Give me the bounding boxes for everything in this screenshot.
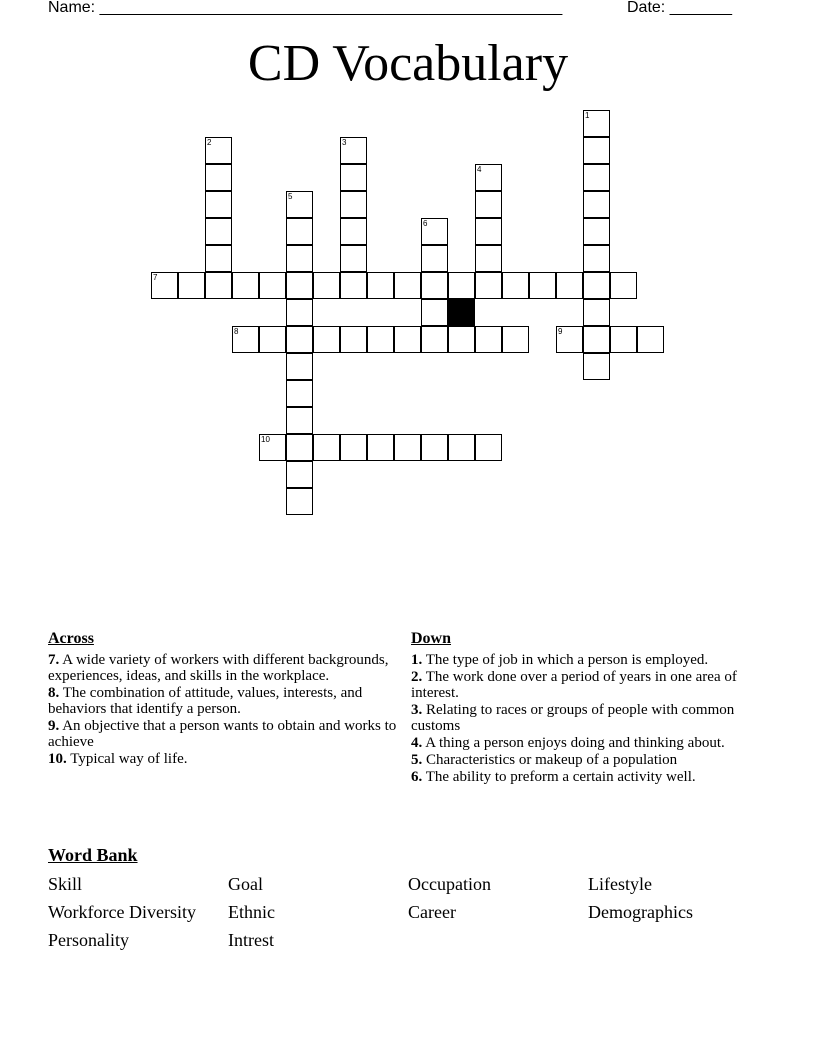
- clue-number: 2: [207, 138, 212, 147]
- grid-cell[interactable]: [421, 326, 448, 353]
- grid-cell[interactable]: [367, 434, 394, 461]
- grid-cell[interactable]: [259, 434, 286, 461]
- clue-number: 3: [342, 138, 347, 147]
- across-clue-10: 10. Typical way of life.: [48, 751, 188, 767]
- grid-cell[interactable]: [394, 326, 421, 353]
- down-clue-6: 6. The ability to preform a certain activity well.: [411, 769, 696, 785]
- across-clue-8: 8. The combination of attitude, values, interests, and behaviors that identify a person.: [48, 685, 363, 717]
- grid-cell[interactable]: [421, 272, 448, 299]
- grid-cell[interactable]: [340, 434, 367, 461]
- grid-cell[interactable]: [286, 434, 313, 461]
- grid-cell[interactable]: [232, 272, 259, 299]
- word-bank-item: Career: [408, 902, 456, 922]
- grid-cell[interactable]: [637, 326, 664, 353]
- grid-cell[interactable]: [610, 272, 637, 299]
- down-clue-4: 4. A thing a person enjoys doing and thinking about.: [411, 735, 725, 751]
- grid-cell[interactable]: [502, 272, 529, 299]
- word-bank-item: Intrest: [228, 930, 274, 950]
- clue-number: 9: [558, 327, 563, 336]
- grid-cell[interactable]: [583, 191, 610, 218]
- grid-cell[interactable]: [313, 326, 340, 353]
- grid-cell[interactable]: [610, 326, 637, 353]
- grid-cell[interactable]: [205, 218, 232, 245]
- grid-cell[interactable]: [340, 326, 367, 353]
- grid-cell[interactable]: [286, 461, 313, 488]
- grid-cell[interactable]: [502, 326, 529, 353]
- down-clue-5: 5. Characteristics or makeup of a population: [411, 752, 678, 768]
- grid-cell[interactable]: [394, 434, 421, 461]
- grid-cell[interactable]: [286, 326, 313, 353]
- word-bank-item: Demographics: [588, 902, 693, 922]
- name-field-label: Name: ____________________________________________________: [48, 0, 563, 16]
- grid-block: [448, 299, 475, 326]
- grid-cell[interactable]: [205, 191, 232, 218]
- grid-cell[interactable]: [367, 272, 394, 299]
- grid-cell[interactable]: [583, 218, 610, 245]
- clue-number: 8: [234, 327, 239, 336]
- grid-cell[interactable]: [475, 434, 502, 461]
- clue-number: 7: [153, 273, 158, 282]
- clue-number: 6: [423, 219, 428, 228]
- grid-cell[interactable]: [475, 191, 502, 218]
- clue-number: 4: [477, 165, 482, 174]
- grid-cell[interactable]: [475, 218, 502, 245]
- across-clues: [48, 630, 403, 768]
- grid-cell[interactable]: [313, 434, 340, 461]
- grid-cell[interactable]: [340, 218, 367, 245]
- grid-cell[interactable]: [583, 272, 610, 299]
- grid-cell[interactable]: [286, 299, 313, 326]
- grid-cell[interactable]: [583, 299, 610, 326]
- grid-cell[interactable]: [340, 164, 367, 191]
- grid-cell[interactable]: [232, 326, 259, 353]
- grid-cell[interactable]: [259, 272, 286, 299]
- grid-cell[interactable]: [340, 245, 367, 272]
- grid-cell[interactable]: [475, 326, 502, 353]
- down-heading: Down: [411, 630, 452, 647]
- grid-cell[interactable]: [286, 245, 313, 272]
- grid-cell[interactable]: [286, 272, 313, 299]
- grid-cell[interactable]: [367, 326, 394, 353]
- grid-cell[interactable]: [205, 245, 232, 272]
- grid-cell[interactable]: [178, 272, 205, 299]
- grid-cell[interactable]: [286, 488, 313, 515]
- grid-cell[interactable]: [340, 137, 367, 164]
- grid-cell[interactable]: [583, 353, 610, 380]
- across-heading: Across: [48, 630, 94, 647]
- grid-cell[interactable]: [448, 434, 475, 461]
- grid-cell[interactable]: [340, 272, 367, 299]
- word-bank-item: Skill: [48, 874, 83, 894]
- word-bank-item: Occupation: [408, 874, 491, 894]
- word-bank-item: Personality: [48, 930, 129, 950]
- grid-cell[interactable]: [583, 326, 610, 353]
- word-bank-heading: Word Bank: [48, 845, 138, 865]
- grid-cell[interactable]: [421, 245, 448, 272]
- grid-cell[interactable]: [151, 272, 178, 299]
- across-clue-9: 9. An objective that a person wants to obtain and works to achieve: [48, 718, 397, 750]
- grid-cell[interactable]: [475, 272, 502, 299]
- clue-number: 5: [288, 192, 293, 201]
- grid-cell[interactable]: [286, 353, 313, 380]
- grid-cell[interactable]: [340, 191, 367, 218]
- down-clue-3: 3. Relating to races or groups of people with common customs: [411, 702, 735, 734]
- grid-cell[interactable]: [205, 137, 232, 164]
- grid-cell[interactable]: [286, 380, 313, 407]
- page-title: CD Vocabulary: [247, 35, 569, 92]
- grid-cell[interactable]: [556, 272, 583, 299]
- grid-cell[interactable]: [448, 272, 475, 299]
- word-bank-item: Workforce Diversity: [48, 902, 196, 922]
- grid-cell[interactable]: [421, 218, 448, 245]
- grid-cell[interactable]: [421, 434, 448, 461]
- grid-cell[interactable]: [286, 191, 313, 218]
- word-bank-item: Ethnic: [228, 902, 275, 922]
- down-clue-1: 1. The type of job in which a person is employed.: [411, 652, 709, 668]
- word-bank-item: Goal: [228, 874, 263, 894]
- grid-cell[interactable]: [205, 164, 232, 191]
- grid-cell[interactable]: [286, 407, 313, 434]
- grid-cell[interactable]: [448, 326, 475, 353]
- grid-cell[interactable]: [583, 110, 610, 137]
- grid-cell[interactable]: [583, 164, 610, 191]
- across-clue-7: 7. A wide variety of workers with different backgrounds, experiences, ideas, and skills in the workplace.: [48, 652, 389, 684]
- grid-cell[interactable]: [394, 272, 421, 299]
- grid-cell[interactable]: [583, 245, 610, 272]
- grid-cell[interactable]: [475, 245, 502, 272]
- grid-cell[interactable]: [205, 272, 232, 299]
- grid-cell[interactable]: [259, 326, 286, 353]
- grid-cell[interactable]: [529, 272, 556, 299]
- down-clue-2: 2. The work done over a period of years in one area of interest.: [411, 669, 737, 701]
- clue-number: 1: [585, 111, 590, 120]
- grid-cell[interactable]: [556, 326, 583, 353]
- grid-cell[interactable]: [313, 272, 340, 299]
- down-clues: [411, 630, 761, 786]
- date-field-label: Date: _______: [627, 0, 732, 16]
- grid-cell[interactable]: [583, 137, 610, 164]
- clue-number: 10: [261, 435, 270, 444]
- grid-cell[interactable]: [475, 164, 502, 191]
- grid-cell[interactable]: [421, 299, 448, 326]
- grid-cell[interactable]: [286, 218, 313, 245]
- word-bank-item: Lifestyle: [588, 874, 652, 894]
